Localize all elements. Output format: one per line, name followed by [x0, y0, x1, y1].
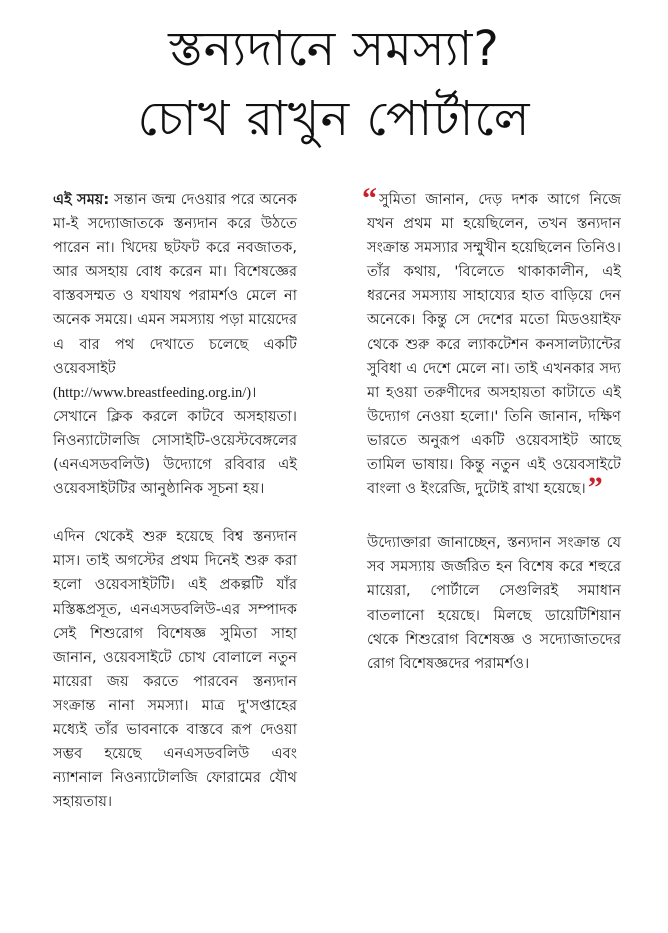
left-paragraph-1 — [53, 188, 297, 501]
pull-quote-paragraph — [362, 182, 621, 505]
open-quote-icon: “ — [362, 182, 377, 215]
article-headline — [0, 14, 668, 154]
right-column — [362, 182, 621, 676]
right-paragraph-2: উদ্যোক্তারা জানাচ্ছেন, স্তন্যদান সংক্রান্ত যে সব সমস্যায় জর্জরিত হন বিশেষ করে শহুরে মায়েরা, পোর্টালে সেগুলিরই সমাধান বাতলানো হয়েছে। মিলছে ডায়েটিশিয়ান থেকে শিশুরোগ বিশেষজ্ঞ ও সদ্যোজাতদের রোগ বিশেষজ্ঞদের পরামর্শও। — [367, 534, 621, 672]
close-quote-icon: ” — [587, 471, 603, 505]
left-column — [53, 188, 297, 814]
website-url: (http://www.breastfeeding.org.in/) — [53, 384, 252, 401]
left-paragraph-2: এদিন থেকেই শুরু হয়েছে বিশ্ব স্তন্যদান মাস। তাই অগস্টের প্রথম দিনেই শুরু করা হলো ওয়েবসাইটটি। এই প্রকল্পটি যাঁর মস্তিষ্কপ্রসূত, এনএসডবলিউ-এর সম্পাদক সেই শিশুরোগ বিশেষজ্ঞ সুমিতা সাহা জানান, ওয়েবসাইটে চোখ বোলালে নতুন মায়েরা জয় করতে পারবেন স্তন্যদান সংক্রান্ত নানা সমস্যা। মাত্র দু'সপ্তাহের মধ্যেই তাঁর ভাবনাকে বাস্তবে রূপ দেওয়া সম্ভব হয়েছে এনএসডবলিউ এবং ন্যাশনাল নিওন্যাটোলজি ফোরামের যৌথ সহায়তায়। — [53, 528, 297, 811]
left-paragraph-1-text-a: সন্তান জন্ম দেওয়ার পরে অনেক মা-ই সদ্যোজাতকে স্তন্যদান করে উঠতে পারেন না। খিদেয় ছটফট করে নবজাতক, আর অসহায় বোধ করেন মা। বিশেষজ্ঞের বাস্তবসম্মত ও যথাযথ পরামর্শও মেলে না অনেক সময়ে। এমন সমস্যায় পড়া মায়েদের এ বার পথ দেখাতে চলেছে একটি ওয়েবসাইট — [53, 191, 297, 377]
left-paragraph-1-text-b: । সেখানে ক্লিক করলে কাটবে অসহায়তা। নিওন্যাটোলজি সোসাইটি-ওয়েস্টবেঙ্গলের (এনএসডবলিউ) উদ্যোগে রবিবার এই ওয়েবসাইটটির আনুষ্ঠানিক সূচনা হয়। — [53, 383, 297, 498]
headline-line-1: স্তন্যদানে সমস্যা? — [168, 21, 500, 77]
headline-line-2: চোখ রাখুন পোর্টালে — [137, 91, 531, 147]
quote-text: সুমিতা জানান, দেড় দশক আগে নিজে যখন প্রথম মা হয়েছিলেন, তখন স্তন্যদান সংক্রান্ত সমস্যার সম্মুখীন হয়েছিলেন তিনিও। তাঁর কথায়, 'বিলেতে থাকাকালীন, এই ধরনের সমস্যায় সাহায্যের হাত বাড়িয়ে দেন অনেকে। কিন্তু সে দেশের মতো মিডওয়াইফ থেকে শুরু করে ল্যাকটেশন কনসালট্যান্টের সুবিধা এ দেশে মেলে না। তাই এখনকার সদ্য মা হওয়া তরুণীদের অসহায়তা কাটাতে এই উদ্যোগ নেওয়া হলো।' তিনি জানান, দক্ষিণ ভারতে অনুরূপ একটি ওয়েবসাইট আছে তামিল ভাষায়। কিন্তু নতুন এই ওয়েবসাইটে বাংলা ও ইংরেজি, দুটোই রাখা হয়েছে। — [367, 191, 621, 498]
dateline: এই সময়: — [53, 191, 110, 208]
